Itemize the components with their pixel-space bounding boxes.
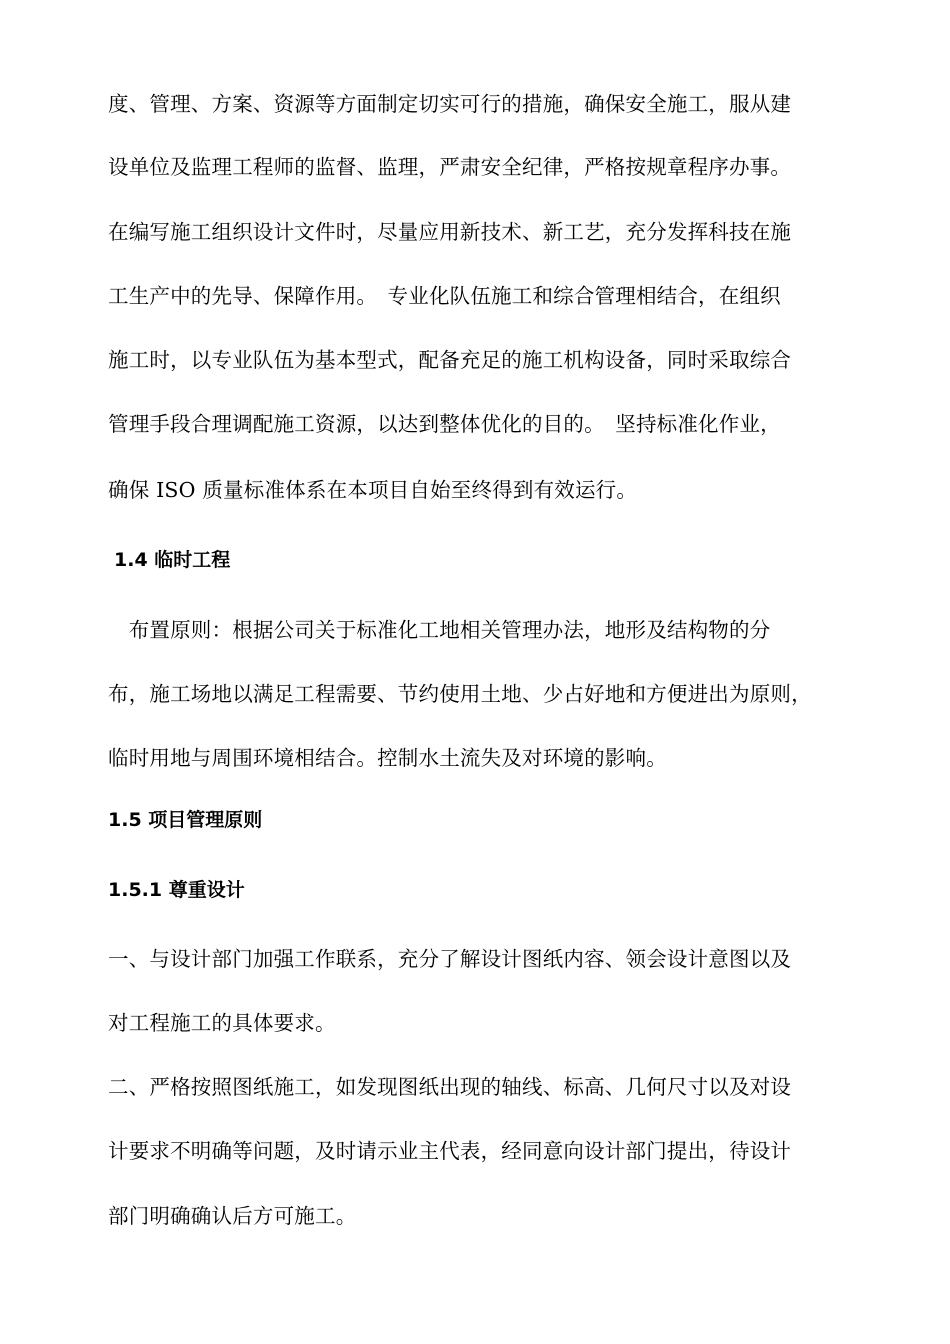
section-heading-temporary-works: 1.4 临时工程 bbox=[114, 549, 231, 571]
text-line: 计要求不明确等问题，及时请示业主代表，经同意向设计部门提出，待设计 bbox=[108, 1139, 792, 1163]
text-line: 度、管理、方案、资源等方面制定切实可行的措施，确保安全施工，服从建 bbox=[108, 92, 792, 116]
text-line: 施工时，以专业队伍为基本型式，配备充足的施工机构设备，同时采取综合 bbox=[108, 348, 792, 372]
text-line: 一、与设计部门加强工作联系，充分了解设计图纸内容、领会设计意图以及 bbox=[108, 947, 792, 971]
section-heading-project-management: 1.5 项目管理原则 bbox=[108, 809, 263, 831]
text-line: 管理手段合理调配施工资源，以达到整体优化的目的。 坚持标准化作业， bbox=[108, 412, 781, 436]
text-line: 工生产中的先导、保障作用。 专业化队伍施工和综合管理相结合，在组织 bbox=[108, 284, 781, 308]
text-line: 设单位及监理工程师的监督、监理，严肃安全纪律，严格按规章程序办事。 bbox=[108, 155, 792, 179]
text-line: 部门明确确认后方可施工。 bbox=[108, 1204, 357, 1228]
text-line: 对工程施工的具体要求。 bbox=[108, 1011, 336, 1035]
text-line: 临时用地与周围环境相结合。控制水土流失及对环境的影响。 bbox=[108, 746, 667, 770]
subsection-heading-respect-design: 1.5.1 尊重设计 bbox=[108, 879, 245, 901]
text-line: 二、严格按照图纸施工，如发现图纸出现的轴线、标高、几何尺寸以及对设 bbox=[108, 1075, 792, 1099]
text-line: 在编写施工组织设计文件时，尽量应用新技术、新工艺，充分发挥科技在施 bbox=[108, 220, 792, 244]
text-line: 布，施工场地以满足工程需要、节约使用土地、少占好地和方便进出为原则， bbox=[108, 682, 812, 706]
text-line: 确保 ISO 质量标准体系在本项目自始至终得到有效运行。 bbox=[108, 478, 638, 502]
text-line: 布置原则：根据公司关于标准化工地相关管理办法，地形及结构物的分 bbox=[108, 618, 771, 642]
